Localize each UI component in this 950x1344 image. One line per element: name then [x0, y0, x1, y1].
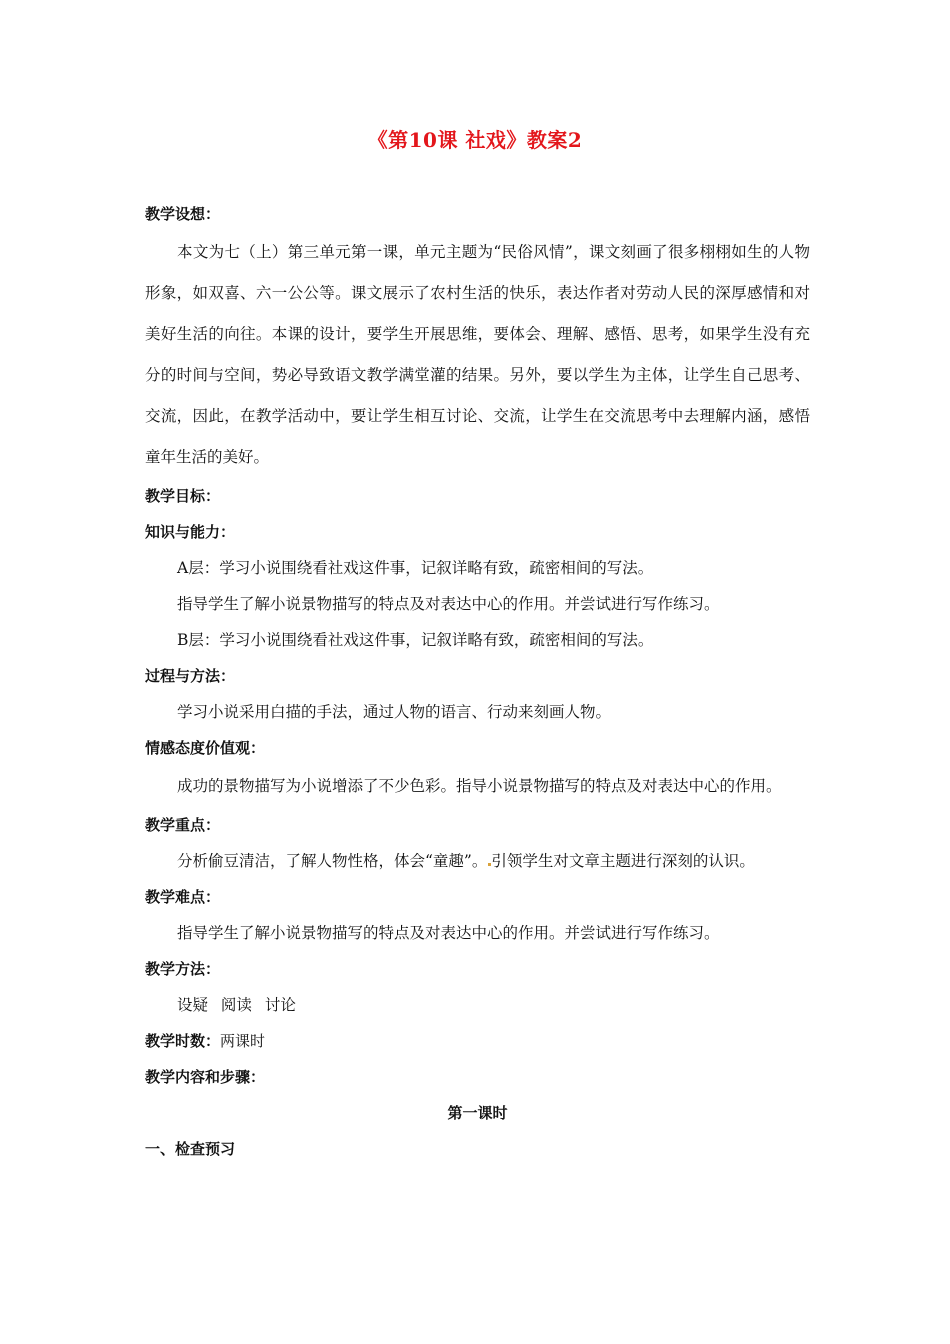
- design-paragraph: 本文为七（上）第三单元第一课，单元主题为“民俗风情”，课文刻画了很多栩栩如生的人物形象，如双喜、六一公公等。课文展示了农村生活的快乐，表达作者对劳动人民的深厚感情和对美好生活的向往。本课的设计，要学生开展思维，要体会、理解、感悟、思考，如果学生没有充分的时间与空间，势必导致语文教学满堂灌的结果。另外，要以学生为主体，让学生自己思考、交流，因此，在教学活动中，要让学生相互讨论、交流，让学生在交流思考中去理解内涵，感悟童年生活的美好。: [145, 243, 810, 466]
- document-body: [145, 196, 810, 1167]
- steps-heading: 教学内容和步骤：: [145, 1068, 266, 1086]
- page-title: 《第10课 社戏》教案2: [367, 128, 583, 152]
- knowledge-b-level: B层：学习小说围绕看社戏这件事，记叙详略有致，疏密相间的写法。: [177, 631, 654, 649]
- method-heading: 教学方法：: [145, 960, 221, 978]
- method-text: 设疑 阅读 讨论: [177, 996, 296, 1014]
- section-preview-heading: 一、检查预习: [145, 1140, 236, 1158]
- key-points-heading: 教学重点：: [145, 816, 221, 834]
- goals-heading: 教学目标：: [145, 487, 221, 505]
- key-points-part-2: 引领学生对文章主题进行深刻的认识。: [491, 852, 755, 870]
- process-text: 学习小说采用白描的手法，通过人物的语言、行动来刻画人物。: [177, 703, 612, 721]
- emotion-paragraph: 成功的景物描写为小说增添了不少色彩。指导小说景物描写的特点及对表达中心的作用。: [177, 777, 782, 795]
- hours-value: 两课时: [220, 1032, 266, 1050]
- knowledge-a-level: A层：学习小说围绕看社戏这件事，记叙详略有致，疏密相间的写法。: [177, 559, 654, 577]
- difficulty-text: 指导学生了解小说景物描写的特点及对表达中心的作用。并尝试进行写作练习。: [177, 924, 720, 942]
- design-heading: 教学设想：: [145, 205, 221, 223]
- process-heading: 过程与方法：: [145, 667, 236, 685]
- emotion-heading: 情感态度价值观：: [145, 739, 266, 757]
- key-points-part-1: 分析偷豆清洁，了解人物性格，体会“童趣”。: [177, 852, 488, 870]
- hours-heading: 教学时数：: [145, 1032, 221, 1050]
- lesson-one-heading: 第一课时: [447, 1104, 508, 1122]
- knowledge-heading: 知识与能力：: [145, 523, 236, 541]
- hours-line: [145, 1023, 810, 1059]
- key-points-text: [145, 843, 810, 879]
- knowledge-guide: 指导学生了解小说景物描写的特点及对表达中心的作用。并尝试进行写作练习。: [177, 595, 720, 613]
- difficulty-heading: 教学难点：: [145, 888, 221, 906]
